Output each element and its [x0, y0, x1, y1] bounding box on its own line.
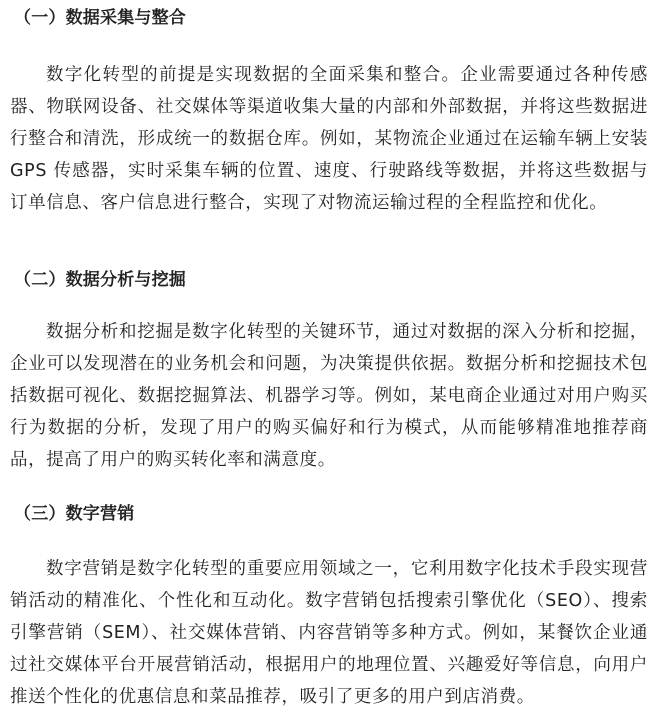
section-paragraph-2: 数据分析和挖掘是数字化转型的关键环节，通过对数据的深入分析和挖掘，企业可以发现潜在的业务机会和问题，为决策提供依据。数据分析和挖掘技术包括数据可视化、数据挖掘算法、机器学习等。例如，某电商企业通过对用户购买行为数据的分析，发现了用户的购买偏好和行为模式，从而能够精准地推荐商品，提高了用户的购买转化率和满意度。 [10, 322, 648, 470]
section-heading-1: （一）数据采集与整合 [14, 8, 186, 28]
section-heading-3: （三）数字营销 [14, 504, 135, 524]
section-paragraph-3: 数字营销是数字化转型的重要应用领域之一，它利用数字化技术手段实现营销活动的精准化、个性化和互动化。数字营销包括搜索引擎优化（SEO）、搜索引擎营销（SEM）、社交媒体营销、内容营销等多种方式。例如，某餐饮企业通过社交媒体平台开展营销活动，根据用户的地理位置、兴趣爱好等信息，向用户推送个性化的优惠信息和菜品推荐，吸引了更多的用户到店消费。 [10, 559, 648, 707]
section-heading-2: （二）数据分析与挖掘 [14, 270, 186, 290]
section-paragraph-1: 数字化转型的前提是实现数据的全面采集和整合。企业需要通过各种传感器、物联网设备、社交媒体等渠道收集大量的内部和外部数据，并将这些数据进行整合和清洗，形成统一的数据仓库。例如，某物流企业通过在运输车辆上安装 GPS 传感器，实时采集车辆的位置、速度、行驶路线等数据，并将这些数据与订单信息、客户信息进行整合，实现了对物流运输过程的全程监控和优化。 [10, 65, 648, 213]
